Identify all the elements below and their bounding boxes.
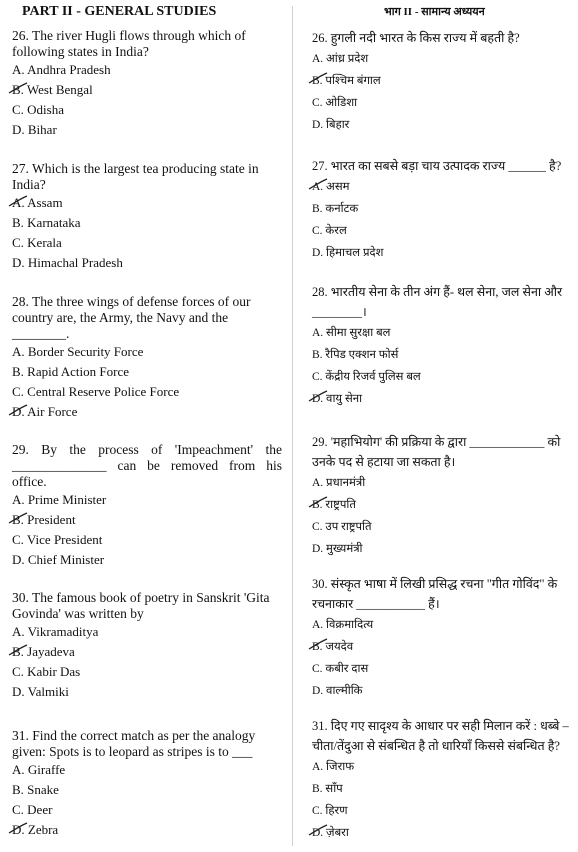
option-a: A. आंध्र प्रदेश: [312, 53, 369, 65]
option-a: A. सीमा सुरक्षा बल: [312, 327, 391, 339]
question-text: 30. संस्कृत भाषा में लिखी प्रसिद्ध रचना "गीत गोविंद" के रचनाकार ___________ हैं।: [312, 577, 558, 611]
option-c: C. Deer: [12, 802, 53, 817]
option-a: A. विक्रमादित्य: [312, 619, 374, 631]
option-a: A. असम: [312, 176, 570, 198]
answer-mark: [308, 637, 328, 651]
option-d: D. वाल्मीकि: [312, 685, 363, 697]
option-c: C. Vice President: [12, 532, 103, 547]
option-c: C. Kabir Das: [12, 664, 81, 679]
option-c: C. केंद्रीय रिजर्व पुलिस बल: [312, 371, 421, 383]
answer-mark: [8, 643, 28, 657]
option-b: B. Jayadeva: [12, 642, 282, 662]
option-b: B. कर्नाटक: [312, 203, 359, 215]
option-a: A. जिराफ: [312, 761, 355, 773]
question-text: 31. Find the correct match as per the analogy given: Spots is to leopard as stripes is to ___: [12, 728, 256, 759]
option-d: D. Himachal Pradesh: [12, 255, 123, 270]
question-27-hi: [312, 156, 570, 264]
question-text: 26. The river Hugli flows through which of following states in India?: [12, 28, 246, 59]
question-31-hi: [312, 716, 570, 844]
option-d: D. Chief Minister: [12, 552, 105, 567]
option-c: C. केरल: [312, 225, 347, 237]
option-c: C. कबीर दास: [312, 663, 369, 675]
question-26-en: [12, 28, 282, 140]
question-30-hi: [312, 574, 570, 702]
option-a: A. Andhra Pradesh: [12, 62, 111, 77]
option-d: D. Bihar: [12, 122, 57, 137]
option-b: B. राष्ट्रपति: [312, 494, 570, 516]
option-d: D. मुख्यमंत्री: [312, 543, 363, 555]
option-d: D. वायु सेना: [312, 388, 570, 410]
english-header: PART II - GENERAL STUDIES: [22, 4, 217, 19]
hindi-header: भाग II - सामान्य अध्ययन: [384, 6, 485, 18]
option-c: C. Central Reserve Police Force: [12, 384, 180, 399]
option-b: B. Karnataka: [12, 215, 81, 230]
answer-mark: [8, 403, 28, 417]
option-d: D. Zebra: [12, 820, 282, 840]
option-c: C. Odisha: [12, 102, 64, 117]
answer-mark: [8, 81, 28, 95]
question-text: 27. भारत का सबसे बड़ा चाय उत्पादक राज्य ______ है?: [312, 159, 562, 173]
column-divider: [292, 6, 293, 846]
question-26-hi: [312, 28, 570, 136]
option-b: B. पश्चिम बंगाल: [312, 70, 570, 92]
answer-mark: [308, 177, 328, 191]
option-b: B. President: [12, 510, 282, 530]
answer-mark: [8, 194, 28, 208]
question-text: 27. Which is the largest tea producing state in India?: [12, 161, 259, 192]
question-text: 26. हुगली नदी भारत के किस राज्य में बहती है?: [312, 31, 520, 45]
option-c: C. उप राष्ट्रपति: [312, 521, 372, 533]
option-d: D. ज़ेबरा: [312, 822, 570, 844]
question-text: 29. 'महाभियोग' की प्रक्रिया के द्वारा ____________ को उनके पद से हटाया जा सकता है।: [312, 435, 561, 469]
question-27-en: [12, 161, 282, 273]
question-text: 28. The three wings of defense forces of our country are, the Army, the Navy and the ________.: [12, 294, 251, 341]
answer-mark: [308, 71, 328, 85]
answer-mark: [308, 495, 328, 509]
answer-mark: [308, 389, 328, 403]
option-c: C. Kerala: [12, 235, 62, 250]
option-a: A. Border Security Force: [12, 344, 144, 359]
option-b: B. रैपिड एक्शन फोर्स: [312, 349, 399, 361]
option-a: A. Prime Minister: [12, 492, 107, 507]
option-b: B. Snake: [12, 782, 59, 797]
option-a: A. Giraffe: [12, 762, 66, 777]
answer-mark: [308, 823, 328, 837]
option-b: B. जयदेव: [312, 636, 570, 658]
option-d: D. हिमाचल प्रदेश: [312, 247, 384, 259]
option-d: D. Air Force: [12, 402, 282, 422]
option-b: B. Rapid Action Force: [12, 364, 129, 379]
option-c: C. हिरण: [312, 805, 348, 817]
question-31-en: [12, 728, 282, 840]
question-28-en: [12, 294, 282, 422]
option-d: D. Valmiki: [12, 684, 69, 699]
answer-mark: [8, 511, 28, 525]
option-a: A. Vikramaditya: [12, 624, 99, 639]
question-text: 28. भारतीय सेना के तीन अंग हैं- थल सेना, जल सेना और ________।: [312, 285, 563, 319]
option-b: B. साँप: [312, 783, 343, 795]
option-a: A. Assam: [12, 193, 282, 213]
question-29-en: [12, 442, 282, 570]
option-b: B. West Bengal: [12, 80, 282, 100]
question-text: 31. दिए गए सादृश्य के आधार पर सही मिलान करें : धब्बे – चीता/तेंदुआ से संबन्धित है तो धारियाँ किससे संबन्धित है?: [312, 719, 569, 753]
option-a: A. प्रधानमंत्री: [312, 477, 366, 489]
question-29-hi: [312, 432, 570, 560]
question-30-en: [12, 590, 282, 702]
question-text: 29. By the process of 'Impeachment' the ______________ can be removed from his office.: [12, 442, 282, 489]
answer-mark: [8, 821, 28, 835]
option-c: C. ओडिशा: [312, 97, 358, 109]
option-d: D. बिहार: [312, 119, 350, 131]
question-text: 30. The famous book of poetry in Sanskrit 'Gita Govinda' was written by: [12, 590, 270, 621]
question-28-hi: [312, 282, 570, 410]
